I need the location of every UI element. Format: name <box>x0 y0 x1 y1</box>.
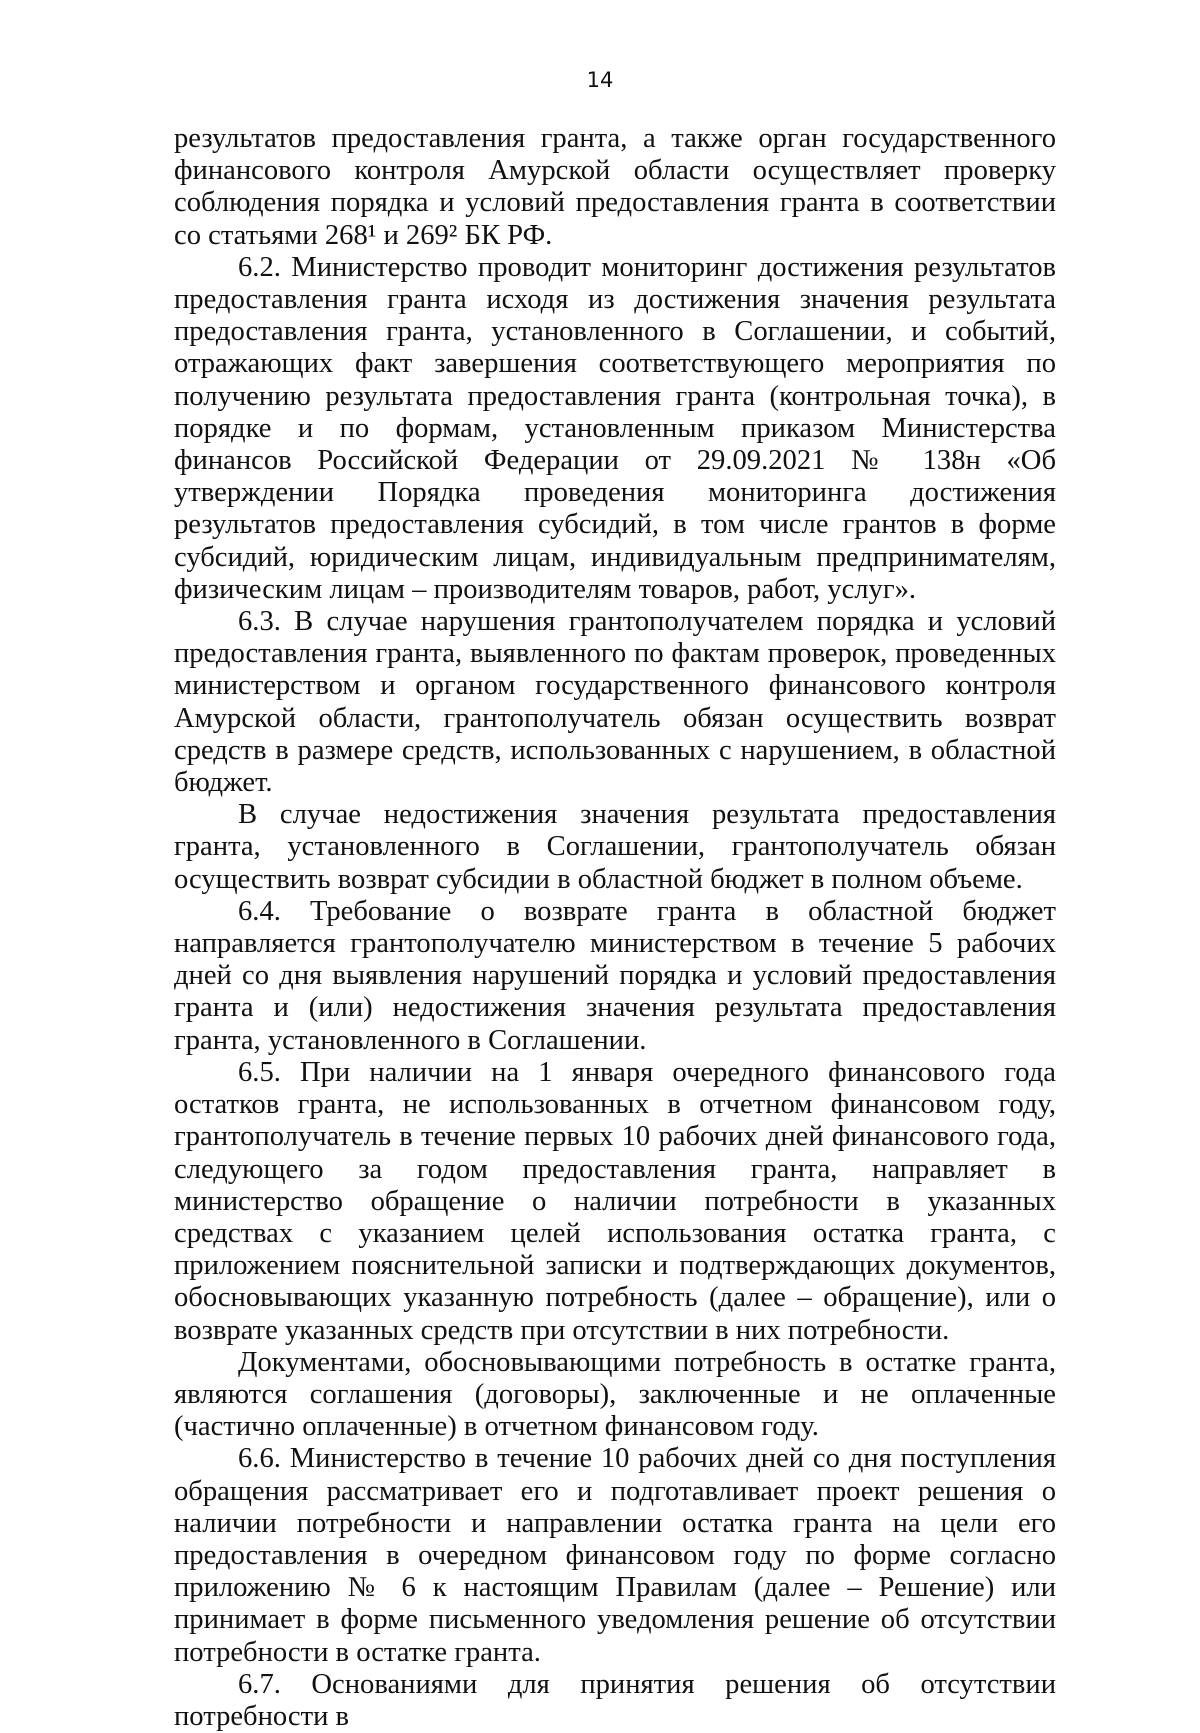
paragraph-continuation: результатов предоставления гранта, а также орган государственного финансового контроля Амурской области осуществляет проверку соблюдения порядка и условий предоставления гранта в соответствии со статьями 268¹ и 269² БК РФ. <box>174 123 1056 251</box>
page-number: 14 <box>586 68 614 92</box>
paragraph-6-4: 6.4. Требование о возврате гранта в областной бюджет направляется грантополучателю министерством в течение 5 рабочих дней со дня выявления нарушений порядка и условий предоставления гранта и (или) недостижения значения результата предоставления гранта, установленного в Соглашении. <box>174 895 1056 1056</box>
paragraph-6-3-second: В случае недостижения значения результата предоставления гранта, установленного в Соглашении, грантополучатель обязан осуществить возврат субсидии в областной бюджет в полном объеме. <box>174 799 1056 895</box>
paragraph-6-3: 6.3. В случае нарушения грантополучателем порядка и условий предоставления гранта, выявленного по фактам проверок, проведенных министерством и органом государственного финансового контроля Амурской области, грантополучатель обязан осуществить возврат средств в размере средств, использованных с нарушением, в областной бюджет. <box>174 606 1056 799</box>
document-body <box>174 123 1056 1733</box>
paragraph-6-5-second: Документами, обосновывающими потребность в остатке гранта, являются соглашения (договоры), заключенные и не оплаченные (частично оплаченные) в отчетном финансовом году. <box>174 1346 1056 1443</box>
paragraph-6-7: 6.7. Основаниями для принятия решения об отсутствии потребности в <box>174 1668 1056 1732</box>
paragraph-6-2: 6.2. Министерство проводит мониторинг достижения результатов предоставления гранта исходя из достижения значения результата предоставления гранта, установленного в Соглашении, и событий, отражающих факт завершения соответствующего мероприятия по получению результата предоставления гранта (контрольная точка), в порядке и по формам, установленным приказом Министерства финансов Российской Федерации от 29.09.2021 № 138н «Об утверждении Порядка проведения мониторинга достижения результатов предоставления субсидий, в том числе грантов в форме субсидий, юридическим лицам, индивидуальным предпринимателям, физическим лицам – производителям товаров, работ, услуг». <box>174 251 1056 605</box>
paragraph-6-5: 6.5. При наличии на 1 января очередного финансового года остатков гранта, не использованных в отчетном финансовом году, грантополучатель в течение первых 10 рабочих дней финансового года, следующего за годом предоставления гранта, направляет в министерство обращение о наличии потребности в указанных средствах с указанием целей использования остатка гранта, с приложением пояснительной записки и подтверждающих документов, обосновывающих указанную потребность (далее – обращение), или о возврате указанных средств при отсутствии в них потребности. <box>174 1056 1056 1346</box>
paragraph-6-6: 6.6. Министерство в течение 10 рабочих дней со дня поступления обращения рассматривает его и подготавливает проект решения о наличии потребности и направлении остатка гранта на цели его предоставления в очередном финансовом году по форме согласно приложению № 6 к настоящим Правилам (далее – Решение) или принимает в форме письменного уведомления решение об отсутствии потребности в остатке гранта. <box>174 1443 1056 1668</box>
